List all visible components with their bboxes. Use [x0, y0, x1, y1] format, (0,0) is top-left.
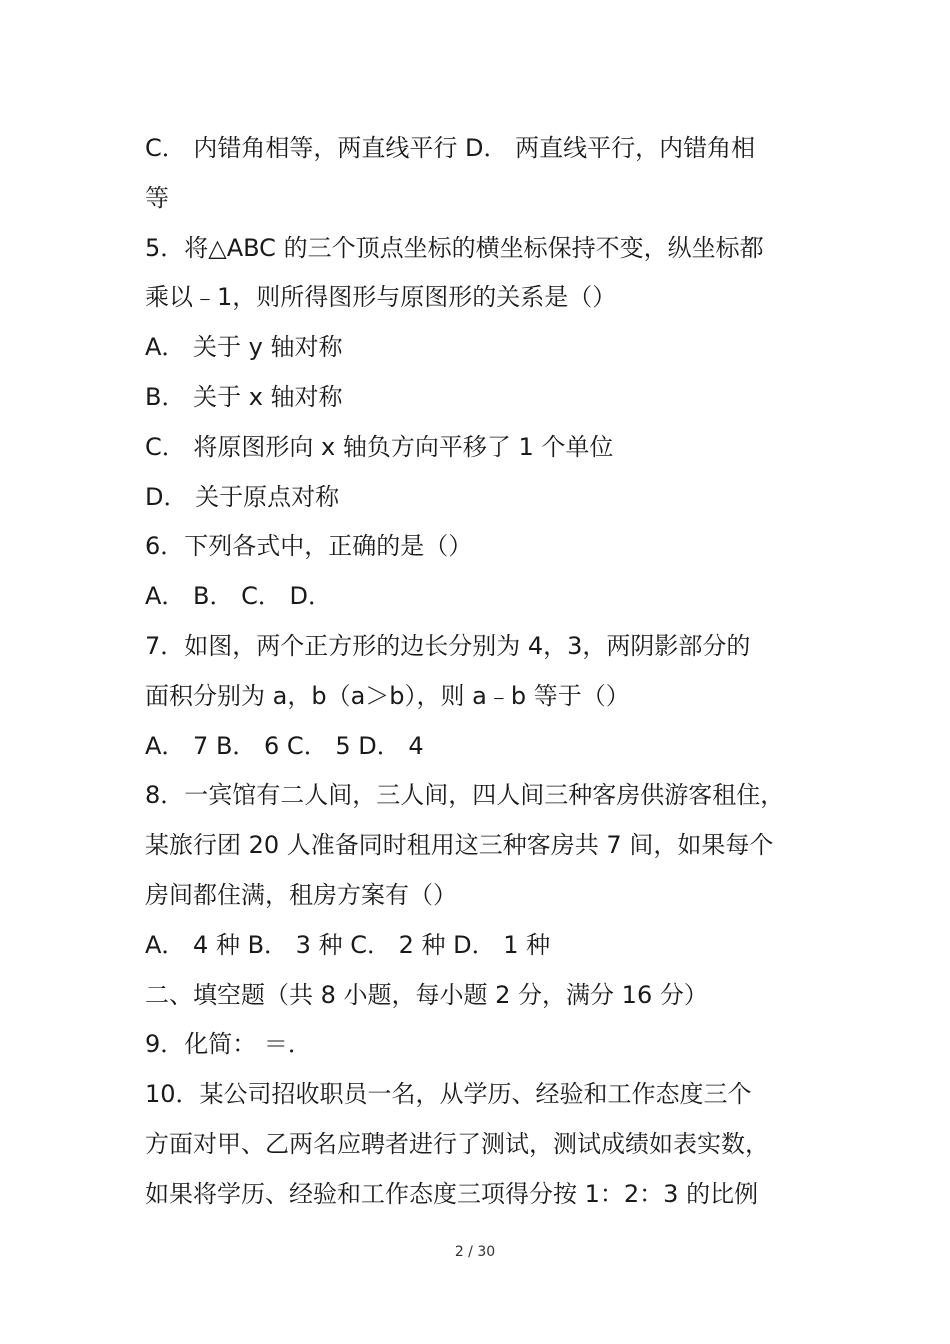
options-line: A． 7 B． 6 C． 5 D． 4	[145, 731, 424, 760]
page-number: 2 / 30	[454, 1244, 496, 1260]
question-6-line: 6．下列各式中，正确的是（）	[145, 532, 473, 561]
question-7-line: 7．如图，两个正方形的边长分别为 4，3，两阴影部分的	[145, 631, 751, 660]
text-line: 方面对甲、乙两名应聘者进行了测试，测试成绩如表实数，	[145, 1129, 769, 1158]
question-9-line: 9．化简： ＝．	[145, 1030, 312, 1059]
text-line: 房间都住满，租房方案有（）	[145, 880, 457, 909]
text-line: 乘以﹣1，则所得图形与原图形的关系是（）	[145, 283, 617, 312]
question-5-line: 5．将△ABC 的三个顶点坐标的横坐标保持不变，纵坐标都	[145, 233, 764, 262]
option-d: D． 关于原点对称	[145, 482, 340, 511]
text-line: 某旅行团 20 人准备同时租用这三种客房共 7 间，如果每个	[145, 831, 774, 860]
option-b: B． 关于 x 轴对称	[145, 382, 343, 411]
option-a: A． 关于 y 轴对称	[145, 333, 343, 362]
text-line: 等	[145, 183, 169, 212]
text-line: C． 内错角相等，两直线平行 D． 两直线平行，内错角相	[145, 134, 756, 162]
section-heading: 二、填空题（共 8 小题，每小题 2 分，满分 16 分）	[145, 980, 708, 1009]
options-line: A． 4 种 B． 3 种 C． 2 种 D． 1 种	[145, 930, 551, 959]
options-line: A． B． C． D．	[145, 582, 333, 611]
page-content	[145, 124, 825, 1220]
option-c: C． 将原图形向 x 轴负方向平移了 1 个单位	[145, 432, 614, 461]
question-10-line: 10．某公司招收职员一名，从学历、经验和工作态度三个	[145, 1080, 752, 1109]
text-line: 面积分别为 a，b（a＞b），则 a﹣b 等于（）	[145, 681, 630, 710]
text-line: 如果将学历、经验和工作态度三项得分按 1：2：3 的比例	[145, 1179, 759, 1208]
question-8-line: 8．一宾馆有二人间，三人间，四人间三种客房供游客租住，	[145, 781, 785, 810]
